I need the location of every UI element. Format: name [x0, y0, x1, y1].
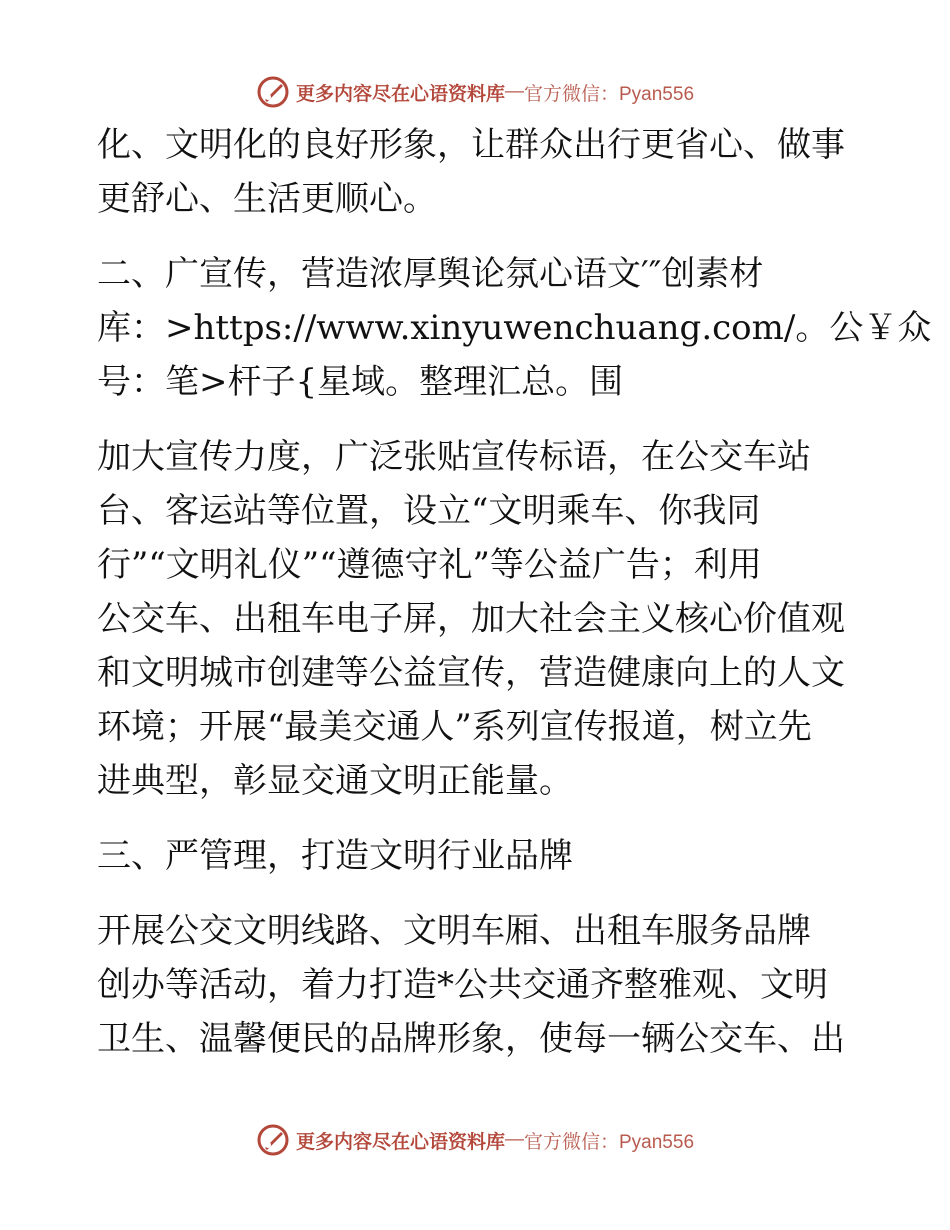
footer-watermark — [0, 1120, 950, 1160]
watermark-wechat: 官方微信：Pyan556 — [524, 1131, 695, 1153]
text-line: 库：>https://www.xinyuwenchuang.com/。公￥众 — [97, 308, 932, 348]
text-line: 三、严管理，打造文明行业品牌 — [97, 836, 573, 876]
text-line: 卫生、温馨便民的品牌形象，使每一辆公交车、出 — [97, 1019, 845, 1059]
paragraph-2-heading — [97, 247, 932, 409]
text-line: 号：笔>杆子{星域。整理汇总。围 — [97, 362, 624, 402]
text-line: 加大宣传力度，广泛张贴宣传标语，在公交车站 — [97, 437, 811, 477]
watermark-wechat: 官方微信：Pyan556 — [524, 83, 695, 105]
logo-icon — [256, 75, 290, 109]
watermark-dash: — — [505, 1129, 524, 1150]
header-watermark — [0, 72, 950, 112]
text-line: 进典型，彰显交通文明正能量。 — [97, 761, 573, 801]
text-line: 开展公交文明线路、文明车厢、出租车服务品牌 — [97, 911, 811, 951]
paragraph-1 — [97, 118, 857, 226]
watermark-main-text: 更多内容尽在心语资料库 — [295, 1131, 505, 1153]
text-line: 公交车、出租车电子屏，加大社会主义核心价值观 — [97, 599, 845, 639]
logo-icon — [256, 1123, 290, 1157]
paragraph-4-heading — [97, 829, 857, 883]
text-line: 台、客运站等位置，设立“文明乘车、你我同 — [97, 491, 761, 531]
text-line: 环境；开展“最美交通人”系列宣传报道，树立先 — [97, 707, 812, 747]
paragraph-3 — [97, 430, 857, 808]
text-line: 化、文明化的良好形象，让群众出行更省心、做事 — [97, 125, 845, 165]
paragraph-5 — [97, 904, 857, 1066]
text-line: 更舒心、生活更顺心。 — [97, 179, 437, 219]
document-body — [97, 118, 932, 1066]
text-line: 和文明城市创建等公益宣传，营造健康向上的人文 — [97, 653, 845, 693]
text-line: 二、广宣传，营造浓厚舆论氛心语文′″创素材 — [97, 254, 764, 294]
text-line: 创办等活动，着力打造*公共交通齐整雅观、文明 — [97, 965, 828, 1005]
watermark-main-text: 更多内容尽在心语资料库 — [295, 83, 505, 105]
text-line: 行”“文明礼仪”“遵德守礼”等公益广告；利用 — [97, 545, 762, 585]
watermark-dash: — — [505, 81, 524, 102]
